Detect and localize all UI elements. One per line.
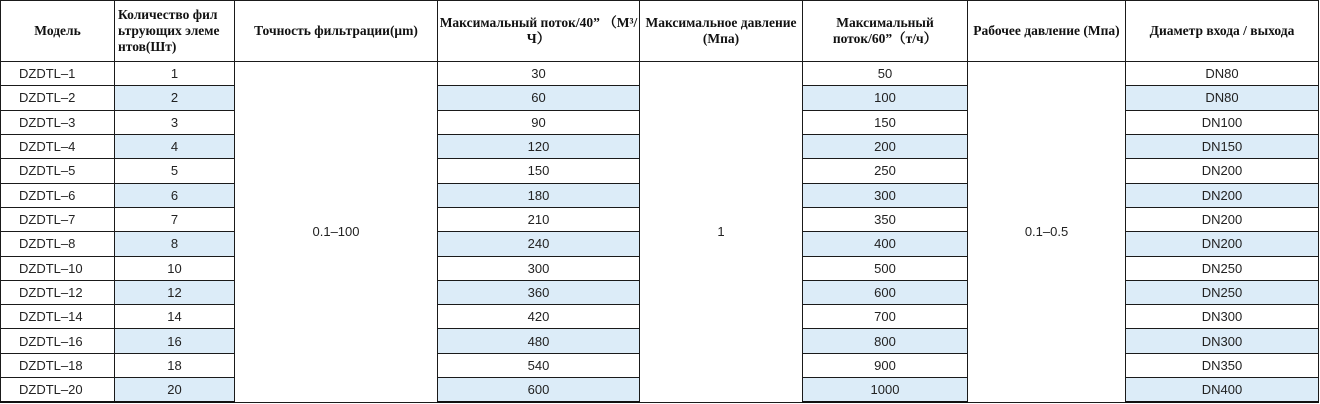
cell-max-flow-60: 100 (803, 86, 968, 110)
header-max-flow-60: Максимальный поток/60”（т/ч） (803, 1, 968, 62)
cell-model: DZDTL–20 (1, 378, 115, 402)
cell-max-flow-60: 900 (803, 353, 968, 377)
cell-max-flow-40: 300 (438, 256, 640, 280)
cell-diameter: DN80 (1126, 86, 1319, 110)
header-row (1, 1, 1319, 62)
cell-max-flow-40: 240 (438, 232, 640, 256)
cell-max-flow-40: 180 (438, 183, 640, 207)
cell-element-count: 5 (115, 159, 235, 183)
cell-working-pressure: 0.1–0.5 (968, 62, 1126, 403)
cell-element-count: 1 (115, 62, 235, 86)
cell-model: DZDTL–2 (1, 86, 115, 110)
cell-max-flow-60: 300 (803, 183, 968, 207)
cell-diameter: DN200 (1126, 183, 1319, 207)
cell-diameter: DN250 (1126, 280, 1319, 304)
cell-max-flow-40: 150 (438, 159, 640, 183)
cell-filtration-precision: 0.1–100 (235, 62, 438, 403)
cell-max-flow-40: 210 (438, 207, 640, 231)
cell-element-count: 4 (115, 134, 235, 158)
cell-element-count: 3 (115, 110, 235, 134)
cell-max-flow-60: 150 (803, 110, 968, 134)
cell-max-flow-40: 90 (438, 110, 640, 134)
cell-model: DZDTL–7 (1, 207, 115, 231)
cell-diameter: DN350 (1126, 353, 1319, 377)
cell-model: DZDTL–8 (1, 232, 115, 256)
header-element-count: Количество фил ьтрующих элеме нтов(Шт) (115, 1, 235, 62)
cell-model: DZDTL–18 (1, 353, 115, 377)
cell-max-pressure: 1 (640, 62, 803, 403)
cell-max-flow-60: 50 (803, 62, 968, 86)
cell-element-count: 18 (115, 353, 235, 377)
cell-max-flow-40: 600 (438, 378, 640, 402)
table-row (1, 62, 1319, 86)
cell-diameter: DN80 (1126, 62, 1319, 86)
cell-max-flow-40: 120 (438, 134, 640, 158)
cell-max-flow-60: 250 (803, 159, 968, 183)
cell-model: DZDTL–1 (1, 62, 115, 86)
cell-max-flow-60: 700 (803, 305, 968, 329)
cell-max-flow-60: 1000 (803, 378, 968, 402)
cell-max-flow-40: 480 (438, 329, 640, 353)
cell-element-count: 10 (115, 256, 235, 280)
cell-diameter: DN100 (1126, 110, 1319, 134)
cell-diameter: DN200 (1126, 207, 1319, 231)
cell-max-flow-60: 500 (803, 256, 968, 280)
cell-model: DZDTL–14 (1, 305, 115, 329)
cell-element-count: 16 (115, 329, 235, 353)
cell-element-count: 14 (115, 305, 235, 329)
cell-diameter: DN150 (1126, 134, 1319, 158)
header-diameter: Диаметр входа / выхода (1126, 1, 1319, 62)
cell-element-count: 12 (115, 280, 235, 304)
cell-model: DZDTL–10 (1, 256, 115, 280)
header-max-flow-40: Максимальный поток/40” （М³/Ч） (438, 1, 640, 62)
cell-model: DZDTL–4 (1, 134, 115, 158)
cell-diameter: DN300 (1126, 305, 1319, 329)
cell-model: DZDTL–3 (1, 110, 115, 134)
cell-element-count: 7 (115, 207, 235, 231)
cell-max-flow-60: 800 (803, 329, 968, 353)
cell-element-count: 6 (115, 183, 235, 207)
cell-model: DZDTL–12 (1, 280, 115, 304)
cell-max-flow-60: 350 (803, 207, 968, 231)
cell-max-flow-40: 60 (438, 86, 640, 110)
cell-element-count: 20 (115, 378, 235, 402)
cell-model: DZDTL–6 (1, 183, 115, 207)
cell-model: DZDTL–5 (1, 159, 115, 183)
cell-max-flow-40: 540 (438, 353, 640, 377)
cell-max-flow-40: 420 (438, 305, 640, 329)
cell-diameter: DN400 (1126, 378, 1319, 402)
cell-diameter: DN200 (1126, 232, 1319, 256)
header-filtration-precision: Точность фильтрации(μm) (235, 1, 438, 62)
header-max-pressure: Максимальное давление (Мпа) (640, 1, 803, 62)
cell-diameter: DN200 (1126, 159, 1319, 183)
cell-max-flow-60: 200 (803, 134, 968, 158)
cell-diameter: DN300 (1126, 329, 1319, 353)
cell-diameter: DN250 (1126, 256, 1319, 280)
cell-element-count: 2 (115, 86, 235, 110)
cell-element-count: 8 (115, 232, 235, 256)
cell-model: DZDTL–16 (1, 329, 115, 353)
cell-max-flow-60: 400 (803, 232, 968, 256)
cell-max-flow-40: 360 (438, 280, 640, 304)
cell-max-flow-40: 30 (438, 62, 640, 86)
header-working-pressure: Рабочее давление (Мпа) (968, 1, 1126, 62)
header-model: Модель (1, 1, 115, 62)
cell-max-flow-60: 600 (803, 280, 968, 304)
